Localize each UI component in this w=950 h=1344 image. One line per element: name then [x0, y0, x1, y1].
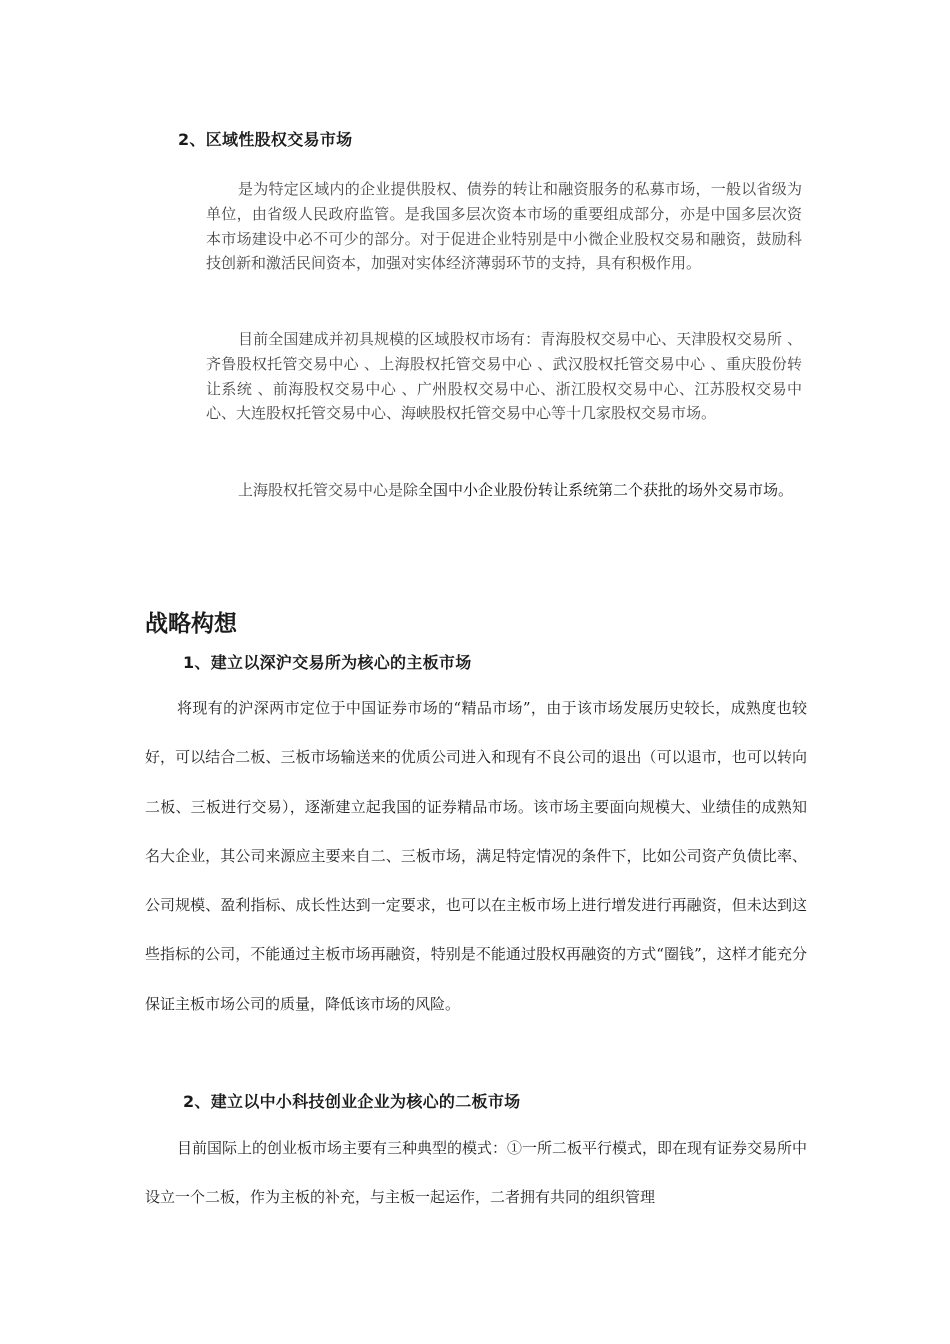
paragraph-regional-market-list: 目前全国建成并初具规模的区域股权市场有：青海股权交易中心、天津股权交易所 、齐鲁股权托管交易中心 、上海股权托管交易中心 、武汉股权托管交易中心 、重庆股份转让系统 、前海股权交易中心 、广州股权交易中心、浙江股权交易中心、江苏股权交易中心、大连股权托管交易中心、海峡股权托管交易中心等十几家股权交易市场。 — [206, 330, 802, 423]
paragraph-regional-market-definition: 是为特定区域内的企业提供股权、债券的转让和融资服务的私募市场，一般以省级为单位，由省级人民政府监管。是我国多层次资本市场的重要组成部分，亦是中国多层次资本市场建设中必不可少的部分。对于促进企业特别是中小微企业股权交易和融资，鼓励科技创新和激活民间资本，加强对实体经济薄弱环节的支持，具有积极作用。 — [206, 180, 802, 273]
subheading-second-board-market: 2、建立以中小科技创业企业为核心的二板市场 — [183, 1092, 521, 1111]
section-title-strategy: 战略构想 — [145, 611, 237, 637]
section-heading-regional-equity-market: 2、区域性股权交易市场 — [178, 130, 353, 149]
paragraph-second-board-market: 目前国际上的创业板市场主要有三种典型的模式：①一所二板平行模式，即在现有证券交易所中设立一个二板，作为主板的补充，与主板一起运作，二者拥有共同的组织管理 — [145, 1139, 808, 1207]
subheading-main-board-market: 1、建立以深沪交易所为核心的主板市场 — [183, 653, 472, 672]
paragraph-main-board-market: 将现有的沪深两市定位于中国证券市场的“精品市场”，由于该市场发展历史较长，成熟度也较好，可以结合二板、三板市场输送来的优质公司进入和现有不良公司的退出（可以退市，也可以转向二板、三板进行交易），逐渐建立起我国的证券精品市场。该市场主要面向规模大、业绩佳的成熟知名大企业，其公司来源应主要来自二、三板市场，满足特定情况的条件下，比如公司资产负债比率、公司规模、盈利指标、成长性达到一定要求，也可以在主板市场上进行增发进行再融资，但未达到这些指标的公司，不能通过主板市场再融资，特别是不能通过股权再融资的方式“圈钱”，这样才能充分保证主板市场公司的质量，降低该市场的风险。 — [145, 699, 807, 1013]
paragraph-shanghai-emphasis-text: 全国中小企业股份转让系统第二个获批的场外交易市场。 — [418, 481, 794, 499]
paragraph-shanghai-equity-center — [206, 478, 802, 503]
paragraph-shanghai-lead-text: 上海股权托管交易中心是除 — [238, 481, 419, 499]
